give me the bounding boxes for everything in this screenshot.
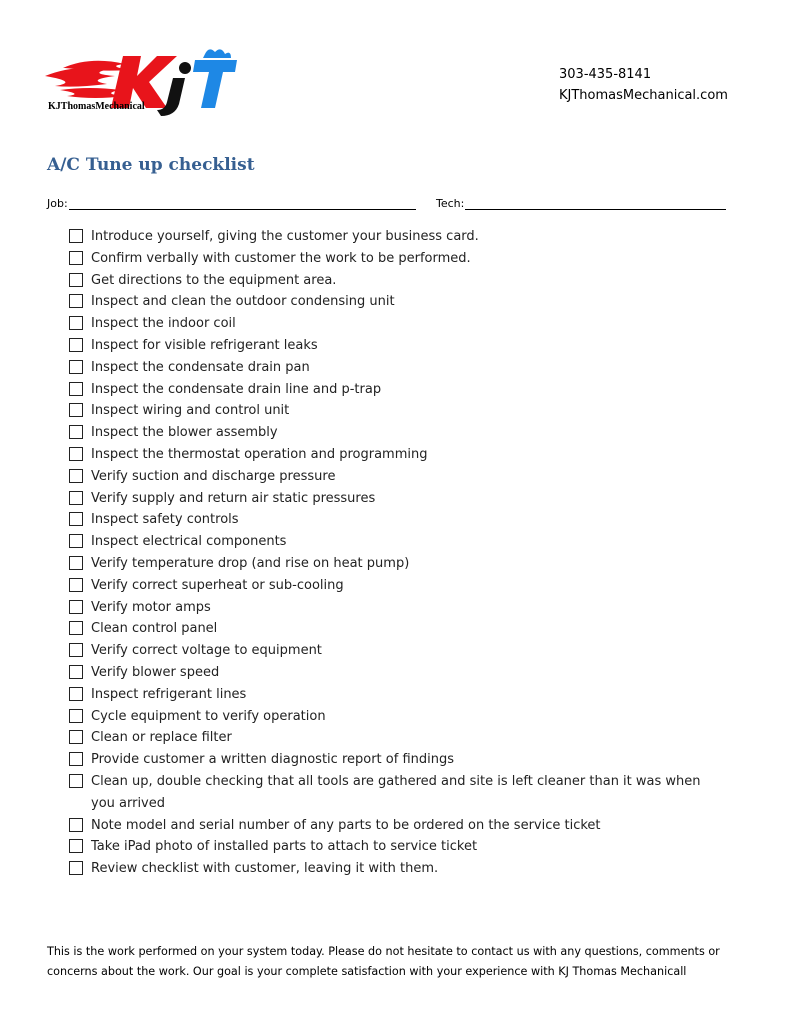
checklist-item: [69, 640, 719, 662]
checkbox[interactable]: [69, 578, 83, 592]
checklist-item-label: Verify supply and return air static pressures: [91, 490, 376, 506]
job-input-line[interactable]: [69, 197, 416, 210]
website: KJThomasMechanical.com: [559, 88, 728, 103]
checklist-item: [69, 858, 719, 880]
checkbox[interactable]: [69, 687, 83, 701]
checkbox[interactable]: [69, 273, 83, 287]
checklist-item-label: Note model and serial number of any parts to be ordered on the service ticket: [91, 817, 601, 833]
checklist-item: [69, 815, 719, 837]
checkbox[interactable]: [69, 491, 83, 505]
checkbox[interactable]: [69, 730, 83, 744]
checkbox[interactable]: [69, 709, 83, 723]
checkbox[interactable]: [69, 512, 83, 526]
checklist-item-label: Cycle equipment to verify operation: [91, 708, 326, 724]
checklist-item-label: Verify motor amps: [91, 599, 211, 615]
checklist-item: [69, 313, 719, 335]
checklist-item-label: Inspect refrigerant lines: [91, 686, 247, 702]
checkbox[interactable]: [69, 643, 83, 657]
checklist-item-label: Introduce yourself, giving the customer your business card.: [91, 229, 479, 244]
job-label: Job:: [47, 197, 68, 210]
checkbox[interactable]: [69, 425, 83, 439]
checklist-item-label: Verify correct superheat or sub-cooling: [91, 577, 344, 593]
checklist-item: [69, 684, 719, 706]
checklist-item: [69, 597, 719, 619]
checkbox[interactable]: [69, 382, 83, 396]
checklist-item-label: Get directions to the equipment area.: [91, 272, 337, 288]
checkbox[interactable]: [69, 469, 83, 483]
checklist-item: [69, 488, 719, 510]
checkbox[interactable]: [69, 447, 83, 461]
checklist-item-label: Inspect the condensate drain pan: [91, 359, 310, 375]
checklist-item: [69, 618, 719, 640]
tech-input-line[interactable]: [465, 197, 726, 210]
checklist-item-label: Inspect safety controls: [91, 512, 239, 528]
checklist-item-label: Inspect and clean the outdoor condensing unit: [91, 294, 395, 310]
checklist-item: [69, 248, 719, 270]
checkbox[interactable]: [69, 556, 83, 570]
checkbox[interactable]: [69, 861, 83, 875]
checklist-item: [69, 531, 719, 553]
checklist-item-label: Review checklist with customer, leaving it with them.: [91, 861, 439, 877]
checklist-item-label: Inspect the blower assembly: [91, 425, 278, 441]
checklist-item-label: Inspect the condensate drain line and p-trap: [91, 381, 382, 397]
contact-info: [559, 64, 728, 106]
checklist-item-label: Verify temperature drop (and rise on heat pump): [91, 555, 410, 571]
checklist-item: [69, 291, 719, 313]
checkbox[interactable]: [69, 774, 83, 788]
checklist-item: [69, 466, 719, 488]
checkbox[interactable]: [69, 316, 83, 330]
checklist-item: [69, 509, 719, 531]
checkbox[interactable]: [69, 229, 83, 243]
footer-note: This is the work performed on your system today. Please do not hesitate to contact us with any questions, comments or concerns about the work. Our goal is your complete satisfaction with your experience with KJ Thomas Mechanicall: [47, 945, 720, 978]
checkbox[interactable]: [69, 360, 83, 374]
checkbox[interactable]: [69, 621, 83, 635]
checkbox[interactable]: [69, 338, 83, 352]
checklist-item: [69, 444, 719, 466]
checklist-item-label: Confirm verbally with customer the work to be performed.: [91, 250, 471, 266]
checklist-item-label: Inspect the thermostat operation and programming: [91, 446, 428, 462]
checklist-item-label: Clean or replace filter: [91, 730, 232, 746]
checklist-item: [69, 400, 719, 422]
checkbox[interactable]: [69, 600, 83, 614]
checklist-item-label: Inspect electrical components: [91, 534, 287, 550]
checklist-item-label: Inspect for visible refrigerant leaks: [91, 337, 318, 353]
checklist-item: [69, 357, 719, 379]
phone-number: 303-435-8141: [559, 67, 652, 82]
checklist-item-label: Inspect wiring and control unit: [91, 403, 290, 419]
checkbox[interactable]: [69, 752, 83, 766]
checklist-item-label: Verify correct voltage to equipment: [91, 643, 322, 659]
tune-up-checklist: [69, 226, 719, 880]
checklist-item-label: Verify blower speed: [91, 664, 220, 680]
checklist-item-label: Verify suction and discharge pressure: [91, 468, 336, 484]
checkbox[interactable]: [69, 294, 83, 308]
checklist-item-label: Clean control panel: [91, 621, 218, 637]
tech-field: [436, 197, 726, 210]
checklist-item-label: Inspect the indoor coil: [91, 316, 236, 332]
checklist-item-label: Provide customer a written diagnostic report of findings: [91, 752, 455, 768]
checklist-item: [69, 575, 719, 597]
checklist-item: [69, 836, 719, 858]
checklist-item-label: Clean up, double checking that all tools are gathered and site is left cleaner than it was when you arrived: [91, 773, 701, 811]
checklist-item: [69, 727, 719, 749]
checkbox[interactable]: [69, 251, 83, 265]
checkbox[interactable]: [69, 534, 83, 548]
checklist-item: [69, 749, 719, 771]
checkbox[interactable]: [69, 403, 83, 417]
checklist-item-label: Take iPad photo of installed parts to attach to service ticket: [91, 839, 478, 855]
tech-label: Tech:: [436, 197, 465, 210]
checklist-item: [69, 553, 719, 575]
checklist-item: [69, 662, 719, 684]
checklist-item: [69, 335, 719, 357]
logo-wordmark: KJThomasMechanical: [48, 101, 145, 112]
checklist-item: [69, 706, 719, 728]
checklist-item: [69, 771, 719, 815]
checklist-item: [69, 422, 719, 444]
checklist-item: [69, 270, 719, 292]
checklist-item: [69, 379, 719, 401]
checkbox[interactable]: [69, 818, 83, 832]
job-field: [47, 197, 416, 210]
checklist-item: [69, 226, 719, 248]
checkbox[interactable]: [69, 839, 83, 853]
checkbox[interactable]: [69, 665, 83, 679]
page-title: A/C Tune up checklist: [47, 155, 255, 175]
